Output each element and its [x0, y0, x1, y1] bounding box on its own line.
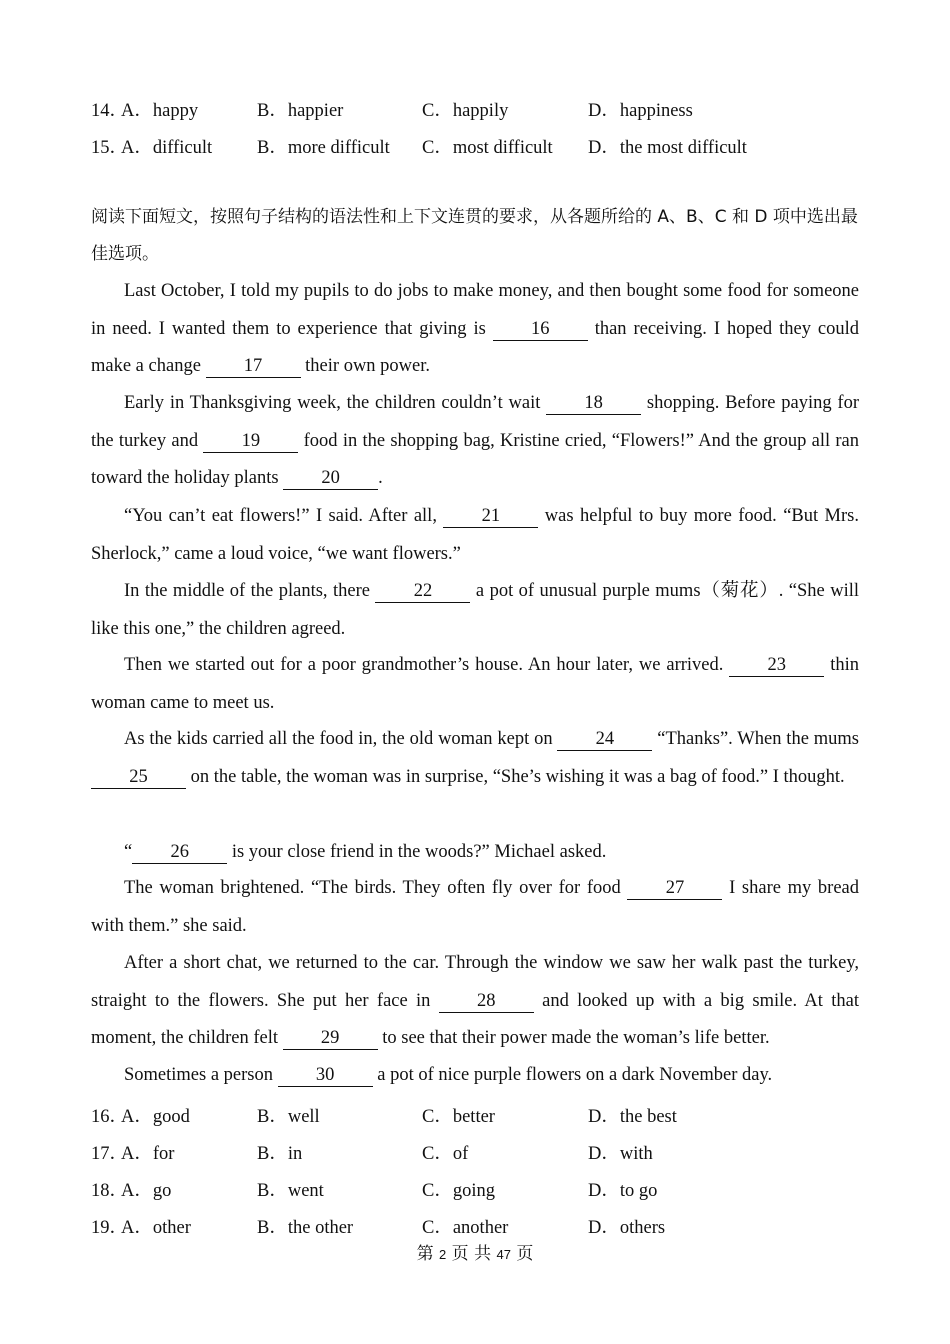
option-c: C．better	[422, 1107, 495, 1127]
option-b: B．went	[257, 1181, 324, 1201]
passage-paragraph-3: “You can’t eat flowers!” I said. After all, 21 was helpful to buy more food. “But Mrs. Sherlock,” came a loud voice, “we want flowers.”	[91, 506, 859, 564]
option-a: A．go	[121, 1181, 172, 1201]
option-d: D．others	[588, 1218, 666, 1238]
question-number: 18．	[91, 1181, 129, 1201]
footer-middle: 页 共	[451, 1244, 492, 1264]
current-page-number: 2	[439, 1247, 447, 1262]
blank-29: 29	[283, 1027, 378, 1050]
option-d: D．with	[588, 1144, 653, 1164]
passage-paragraph-5: Then we started out for a poor grandmother’s house. An hour later, we arrived. 23 thin woman came to meet us.	[91, 655, 859, 713]
passage-paragraph-2: Early in Thanksgiving week, the children couldn’t wait 18 shopping. Before paying for the turkey and 19 food in the shopping bag, Kristine cried, “Flowers!” And the group all ran toward the holiday plants 20 .	[91, 393, 859, 489]
option-b: B．well	[257, 1107, 320, 1127]
footer-suffix: 页	[516, 1244, 534, 1264]
question-number: 15．	[91, 138, 129, 158]
blank-28: 28	[439, 990, 534, 1013]
blank-20: 20	[283, 467, 378, 490]
passage-paragraph-4: In the middle of the plants, there 22 a pot of unusual purple mums（菊花）. “She will like this one,” the children agreed.	[91, 581, 859, 639]
question-number: 17．	[91, 1144, 129, 1164]
passage-paragraph-6: As the kids carried all the food in, the old woman kept on 24 “Thanks”. When the mums 25 on the table, the woman was in surprise, “She’s wishing it was a bag of food.” I thought.	[91, 721, 859, 796]
section-instruction: 阅读下面短文，按照句子结构的语法性和上下文连贯的要求，从各题所给的 A、B、C 和 D 项中选出最佳选项。	[91, 207, 858, 264]
blank-22: 22	[375, 580, 470, 603]
option-b: B．happier	[257, 101, 344, 121]
blank-21: 21	[443, 505, 538, 528]
blank-16: 16	[493, 318, 588, 341]
option-a: A．difficult	[121, 138, 213, 158]
passage-paragraph-10: Sometimes a person 30 a pot of nice purple flowers on a dark November day.	[124, 1065, 773, 1085]
option-a: A．for	[121, 1144, 175, 1164]
option-a: A．other	[121, 1218, 191, 1238]
blank-19: 19	[203, 430, 298, 453]
passage-paragraph-7: “ 26 is your close friend in the woods?” Michael asked.	[124, 842, 607, 862]
option-b: B．the other	[257, 1218, 354, 1238]
blank-27: 27	[627, 877, 722, 900]
blank-30: 30	[278, 1064, 373, 1087]
question-number: 19．	[91, 1218, 129, 1238]
blank-17: 17	[206, 355, 301, 378]
blank-23: 23	[729, 654, 824, 677]
footer-prefix: 第	[416, 1244, 434, 1264]
option-b: B．in	[257, 1144, 303, 1164]
option-c: C．most difficult	[422, 138, 553, 158]
question-number: 16．	[91, 1107, 129, 1127]
blank-25: 25	[91, 766, 186, 789]
option-c: C．happily	[422, 101, 509, 121]
option-d: D．happiness	[588, 101, 693, 121]
option-a: A．happy	[121, 101, 199, 121]
blank-26: 26	[132, 841, 227, 864]
option-a: A．good	[121, 1107, 190, 1127]
blank-18: 18	[546, 392, 641, 415]
option-b: B．more difficult	[257, 138, 390, 158]
option-c: C．of	[422, 1144, 469, 1164]
option-c: C．another	[422, 1218, 509, 1238]
passage-paragraph-9: After a short chat, we returned to the car. Through the window we saw her walk past the turkey, straight to the flowers. She put her face in 28 and looked up with a big smile. At that moment, the children felt 29 to see that their power made the woman’s life better.	[91, 953, 859, 1049]
passage-paragraph-1: Last October, I told my pupils to do jobs to make money, and then bought some food for someone in need. I wanted them to experience that giving is 16 than receiving. I hoped they could make a change 17 their own power.	[91, 281, 859, 377]
total-page-count: 47	[496, 1247, 511, 1262]
blank-24: 24	[557, 728, 652, 751]
option-d: D．to go	[588, 1181, 658, 1201]
option-c: C．going	[422, 1181, 495, 1201]
option-d: D．the best	[588, 1107, 677, 1127]
question-number: 14．	[91, 101, 129, 121]
page-footer	[0, 1239, 950, 1264]
option-d: D．the most difficult	[588, 138, 747, 158]
passage-paragraph-8: The woman brightened. “The birds. They often fly over for food 27 I share my bread with them.” she said.	[91, 878, 859, 936]
